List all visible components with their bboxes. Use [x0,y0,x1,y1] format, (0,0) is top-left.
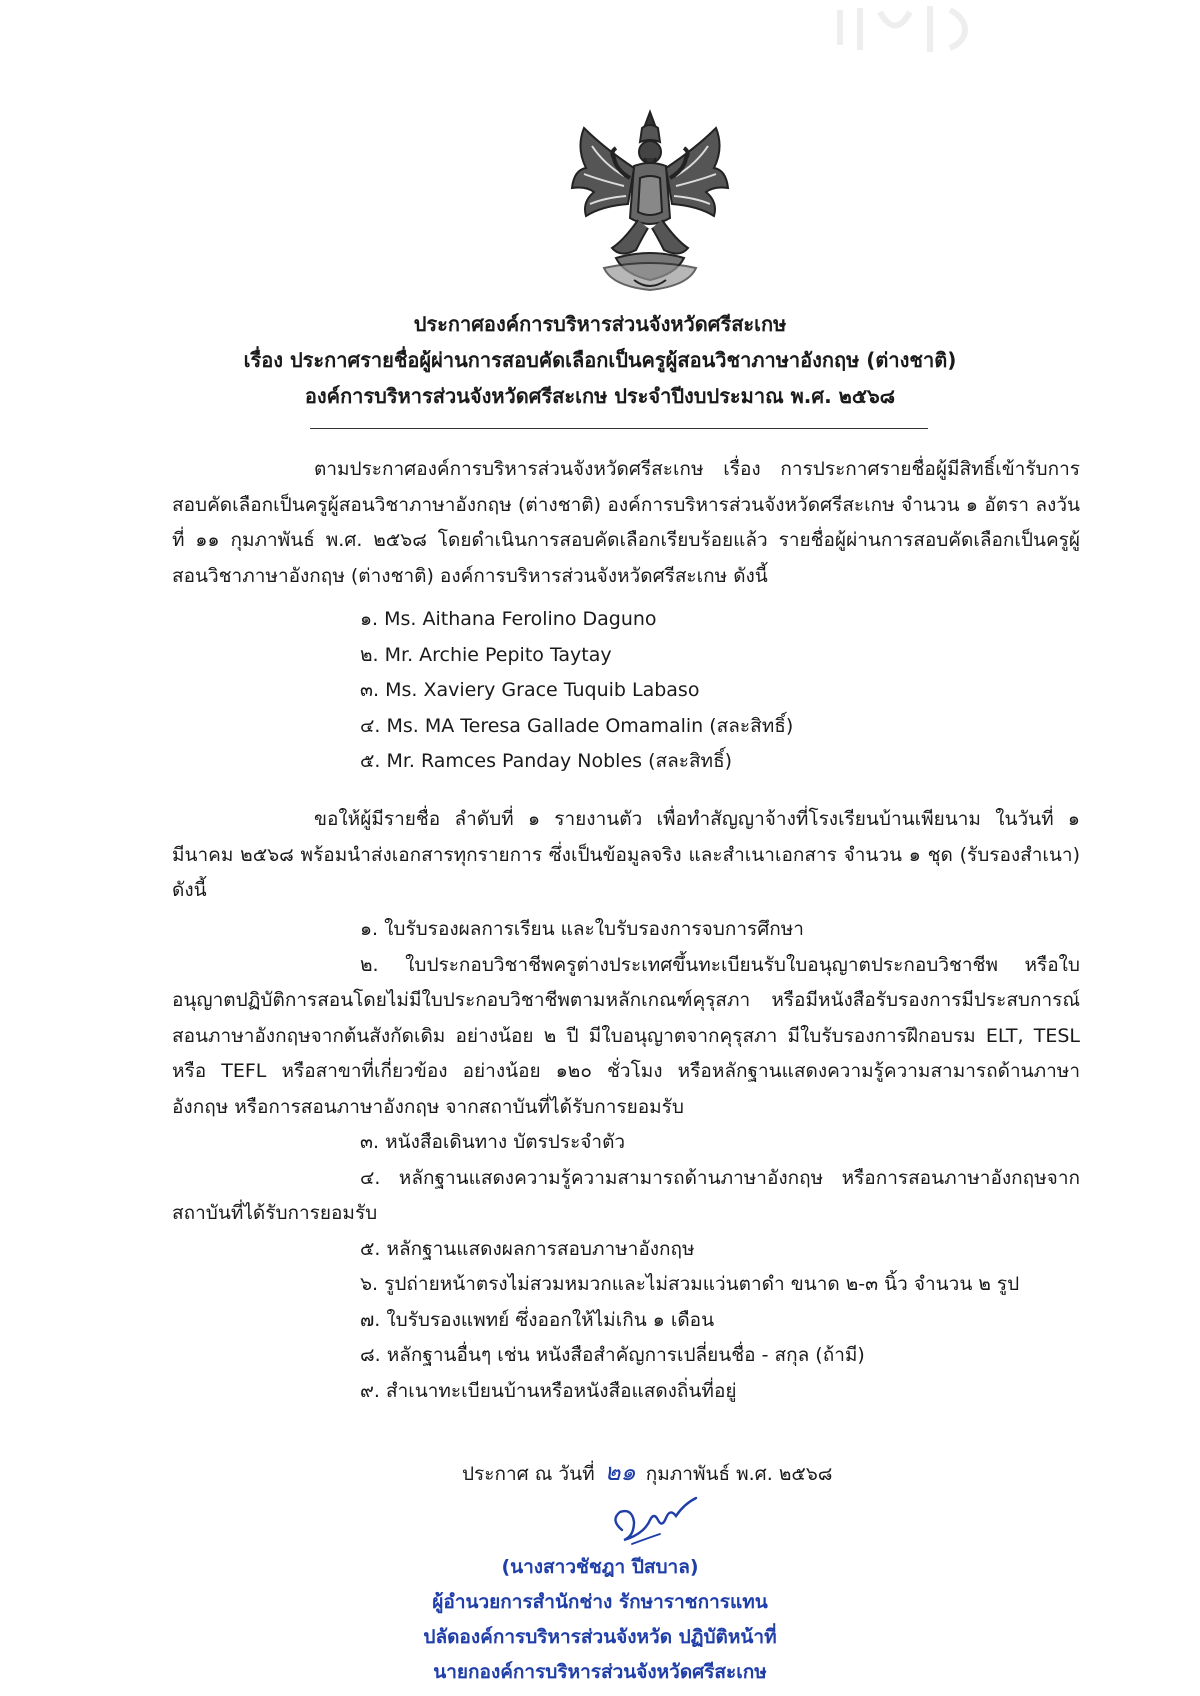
signer-name: (นางสาวชัชฎา ปีสบาล) [501,1556,699,1578]
candidate-item: ๕. Mr. Ramces Panday Nobles (สละสิทธิ์) [360,750,733,772]
document-item: ๙. สำเนาทะเบียนบ้านหรือหนังสือแสดงถิ่นที่อยู่ [360,1379,737,1402]
handwritten-day: ๒๑ [604,1458,636,1486]
org-title: ประกาศองค์การบริหารส่วนจังหวัดศรีสะเกษ [413,312,787,336]
signer-position: ปลัดองค์การบริหารส่วนจังหวัด ปฏิบัติหน้าที่ [423,1626,777,1648]
document-header [0,306,1200,414]
date-suffix: กุมภาพันธ์ พ.ศ. ๒๕๖๘ [645,1463,833,1485]
document-item: ๖. รูปถ่ายหน้าตรงไม่สวมหมวกและไม่สวมแว่นตาดำ ขนาด ๒-๓ นิ้ว จำนวน ๒ รูป [360,1273,1020,1295]
signer-position: ผู้อำนวยการสำนักช่าง รักษาราชการแทน [432,1591,768,1613]
signer-block [0,1550,1200,1690]
candidate-item: ๔. Ms. MA Teresa Gallade Omamalin (สละสิทธิ์) [360,714,794,737]
date-prefix: ประกาศ ณ วันที่ [462,1463,595,1485]
document-item: ๑. ใบรับรองผลการเรียน และใบรับรองการจบการศึกษา [360,918,804,940]
document-item: ๔. หลักฐานแสดงความรู้ความสามารถด้านภาษาอังกฤษ หรือการสอนภาษาอังกฤษจากสถาบันที่ได้รับการยอมรับ [172,1166,1080,1224]
document-item: ๕. หลักฐานแสดงผลการสอบภาษาอังกฤษ [360,1237,695,1260]
document-item: ๓. หนังสือเดินทาง บัตรประจำตัว [360,1131,626,1153]
subject-line: เรื่อง ประกาศรายชื่อผู้ผ่านการสอบคัดเลือกเป็นครูผู้สอนวิชาภาษาอังกฤษ (ต่างชาติ) [243,348,957,372]
subject-line-2: องค์การบริหารส่วนจังหวัดศรีสะเกษ ประจำปีงบประมาณ พ.ศ. ๒๕๖๘ [304,384,896,408]
signer-position: นายกองค์การบริหารส่วนจังหวัดศรีสะเกษ [433,1661,767,1683]
garuda-emblem-icon [564,108,736,292]
candidate-item: ๑. Ms. Aithana Ferolino Daguno [360,608,657,630]
document-item: ๒. ใบประกอบวิชาชีพครูต่างประเทศขึ้นทะเบียนรับใบอนุญาตประกอบวิชาชีพ หรือใบอนุญาตปฏิบัติการสอนโดยไม่มีใบประกอบวิชาชีพตามหลักเกณฑ์คุรุสภา หรือมีหนังสือรับรองการมีประสบการณ์สอนภาษาอังกฤษจากต้นสังกัดเดิม อย่างน้อย ๒ ปี มีใบอนุญาตจากคุรุสภา มีใบรับรองการฝึกอบรม ELT, TESL หรือ TEFL หรือสาขาที่เกี่ยวข้อง อย่างน้อย ๑๒๐ ชั่วโมง หรือหลักฐานแสดงความรู้ความสามารถด้านภาษาอังกฤษ หรือการสอนภาษาอังกฤษ จากสถาบันที่ได้รับการยอมรับ [172,953,1080,1118]
announcement-date [462,1452,832,1491]
required-documents-list [172,912,1080,1409]
candidate-item: ๒. Mr. Archie Pepito Taytay [360,643,612,666]
report-paragraph: ขอให้ผู้มีรายชื่อ ลำดับที่ ๑ รายงานตัว เพื่อทำสัญญาจ้างที่โรงเรียนบ้านเพียนาม ในวันที่ ๑ มีนาคม ๒๕๖๘ พร้อมนำส่งเอกสารทุกรายการ ซึ่งเป็นข้อมูลจริง และสำเนาเอกสาร จำนวน ๑ ชุด (รับรองสำเนา) ดังนี้ [172,808,1080,901]
document-item: ๗. ใบรับรองแพทย์ ซึ่งออกให้ไม่เกิน ๑ เดือน [360,1308,715,1331]
header-divider [310,428,928,429]
candidate-item: ๓. Ms. Xaviery Grace Tuquib Labaso [360,679,700,701]
candidate-list [360,602,793,780]
bleed-through-mark [820,0,1000,60]
handwritten-signature-icon [604,1490,704,1552]
intro-paragraph: ตามประกาศองค์การบริหารส่วนจังหวัดศรีสะเกษ เรื่อง การประกาศรายชื่อผู้มีสิทธิ์เข้ารับการสอบคัดเลือกเป็นครูผู้สอนวิชาภาษาอังกฤษ (ต่างชาติ) องค์การบริหารส่วนจังหวัดศรีสะเกษ จำนวน ๑ อัตรา ลงวันที่ ๑๑ กุมภาพันธ์ พ.ศ. ๒๕๖๘ โดยดำเนินการสอบคัดเลือกเรียบร้อยแล้ว รายชื่อผู้ผ่านการสอบคัดเลือกเป็นครูผู้สอนวิชาภาษาอังกฤษ (ต่างชาติ) องค์การบริหารส่วนจังหวัดศรีสะเกษ ดังนี้ [172,458,1080,587]
document-item: ๘. หลักฐานอื่นๆ เช่น หนังสือสำคัญการเปลี่ยนชื่อ - สกุล (ถ้ามี) [360,1344,865,1366]
